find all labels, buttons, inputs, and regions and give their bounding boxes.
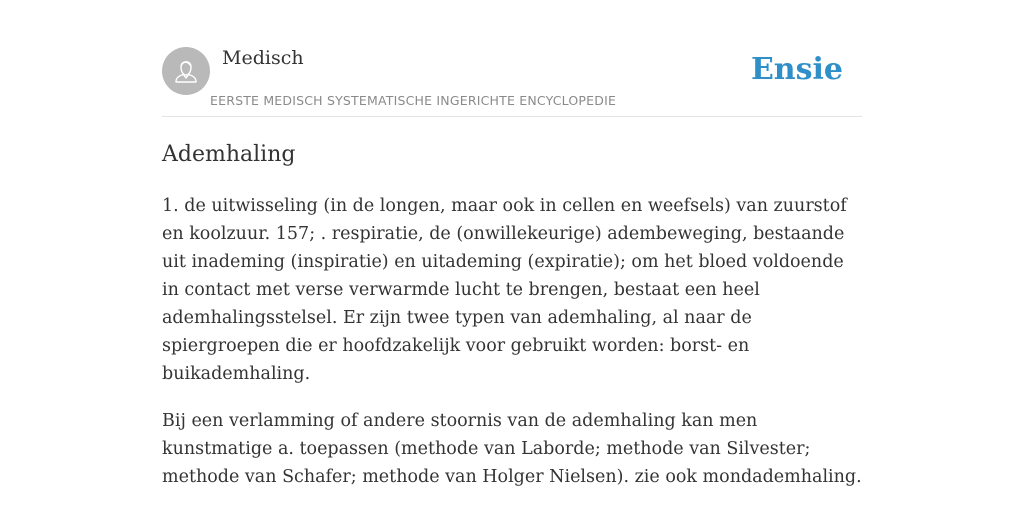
article-title: Ademhaling xyxy=(162,142,296,167)
article-paragraph: Bij een verlamming of andere stoornis van de ademhaling kan men kunstmatige a. toepassen (methode van Laborde; methode van Silvester; methode van Schafer; methode van Holger Nielsen). zie ook mondademhaling. xyxy=(162,411,862,487)
source-name[interactable]: Medisch xyxy=(222,47,304,69)
article-paragraph: 1. de uitwisseling (in de longen, maar ook in cellen en weefsels) van zuurstof en koolzuur. 157; . respiratie, de (onwillekeurige) adembeweging, bestaande uit inademing (inspiratie) en uitademing (expiratie); om het bloed voldoende in contact met verse verwarmde lucht te brengen, bestaat een heel ademhalingsstelsel. Er zijn twee typen van ademhaling, al naar de spiergroepen die er hoofdzakelijk voor gebruikt worden: borst- en buikademhaling. xyxy=(162,196,847,384)
user-silhouette-icon xyxy=(162,47,210,95)
source-header xyxy=(162,46,862,117)
article-body xyxy=(162,192,862,510)
source-subtitle: EERSTE MEDISCH SYSTEMATISCHE INGERICHTE ENCYCLOPEDIE xyxy=(210,93,617,108)
brand-logo-link[interactable]: Ensie xyxy=(750,52,843,87)
